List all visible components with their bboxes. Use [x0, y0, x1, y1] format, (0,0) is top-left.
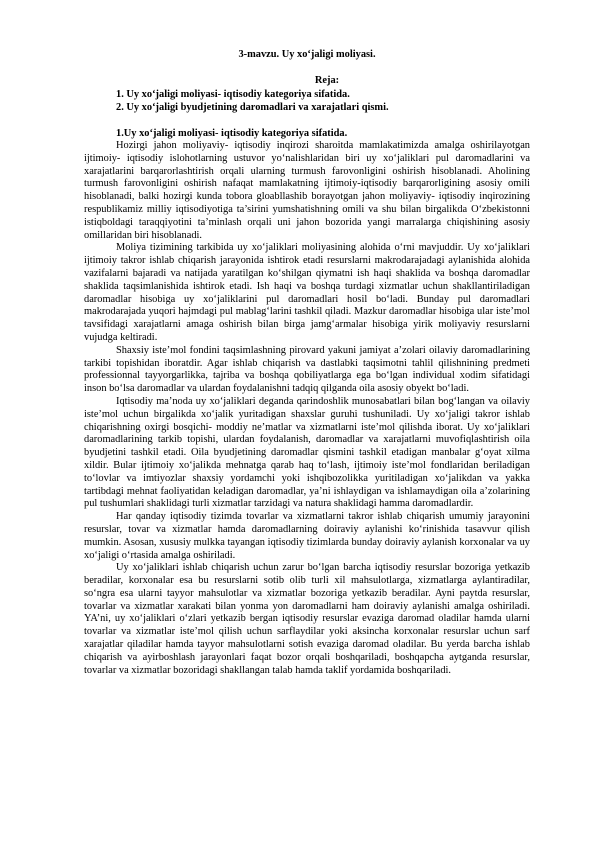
paragraph: Har qanday iqtisodiy tizimda tovarlar va xizmatlarni takror ishlab chiqarish umumiy jarayonini resurslar, tovar va xizmatlar hamda daromadlarning doiraviy aylanishi ko‘rinishida tasavvur qilish mumkin. Asosan, xususiy mulkka tayangan iqtisodiy tizimlarda bunday doiraviy aylanish korxonalar va uy xo‘jaligi o‘rtasida amalga oshiriladi. [84, 511, 530, 561]
paragraph: Shaxsiy iste’mol fondini taqsimlashning pirovard yakuni jamiyat a’zolari oilaviy daromadlarining tarkibi topishidan iboratdir. Agar ishlab chiqarish va dastlabki taqsimotni tahlil qilishnining predmeti professionnal tayyorgarlikka, tajriba va boshqa qobiliyatlarga ega bo‘lgan individual xodim sifatidagi inson bo‘lsa daromadlar va ulardan foydalanishni tadqiq qilganda oila asosiy obyekt bo‘ladi. [84, 344, 530, 395]
document-title: 3-mavzu. Uy xo‘jaligi moliyasi. [238, 49, 376, 60]
plan-item: 1. Uy xo‘jaligi moliyasi- iqtisodiy kategoriya sifatida. [116, 89, 350, 100]
paragraph: Hozirgi jahon moliyaviy- iqtisodiy inqirozi sharoitda mamlakatimizda amalga oshirilayotgan ijtimoiy- iqtisodiy islohotlarning ustuvor yo‘nalishlaridan biri uy xo‘jaliklari pul daromadlarini va xarajatlarini barqarorlashtirish orqali ularning turmush farovonligini oshirish hisoblanadi. Aholining turmush farovonligini oshirish nafaqat mamlakatning ijtimoiy-iqtisodiy barqarorligining asosiy omili hisoblanadi, balki hozirgi kunda tobora gloabllashib borayotgan jahon moliyaviy- iqtisodiy inqirozining respublikamiz milliy iqtisodiyotiga ta’sirini yumshatishning omili va shu bilan birgalikda O‘zbekistonni istiqboldagi taraqqiyotini ta’minlash orqali uni jahon bozorida yangi marralarga chiqishining asosiy omillaridan biri hisoblanadi. [84, 140, 530, 241]
plan-list [84, 88, 530, 114]
paragraph: Moliya tizimining tarkibida uy xo‘jaliklari moliyasining alohida o‘rni mavjuddir. Uy xo‘jaliklari ijtimoiy takror ishlab chiqarish jarayonida ishtirok etadi resurslarni makrodarajadagi aylanishida alohida vazifalarni bajaradi va natijada yaratilgan ko‘shilgan qiymatni ish haqi shaklida va boshqa daromadlar shaklida taqsimlanishida ishtirok etadi. Ish haqi va boshqa turdagi xizmatlar uchun shakllantiriladigan daromadlar hisobiga uy xo‘jaliklarini pul daromadlari hosil bo‘ladi. Bunday pul daromadlari makrodarajada yuqori hajmdagi pul mablag‘larini tashkil qiladi. Mazkur daromadlar hisobiga ular iste’mol tavsifidagi xarajatlarni amaga oshirish bilan birga jamg‘armalar hisobiga yirik moliyaviy resurslarni vujudga keltiradi. [84, 242, 530, 343]
paragraph: Uy xo‘jaliklari ishlab chiqarish uchun zarur bo‘lgan barcha iqtisodiy resurslar bozoriga yetkazib beradilar, korxonalar esa bu resurslarni sotib olib turli xil mahsulotlarga, xizmatlarga aylantiradilar, so‘ngra esa ularni tayyor mahsulotlar va xizmatlar bozoriga yetkazib beradilar. Ayni paytda resurslar, tovarlar va xizmatlar xarakati bilan yonma yon daromadlarni ham doiraviy aylanishi amalga oshiriladi. YA’ni, uy xo‘jaliklari o‘zlari yetkazib bergan iqtisodiy resurslar evaziga daromad oladilar hamda ularni tovarlar va xizmatlar iste’mol qilish uchun sarflaydilar yoki aksincha korxonalar resurslar uchun sarf xarajatlar qiladilar hamda tayyor mahsulotlarni sotish evaziga daromad oladilar. Bu yerda barcha ishlab chiqarish va ayirboshlash jarayonlari faqat bozor orqali boshqariladi, boshqapcha aytganda resurslar, tovarlar va xizmatlar bozoridagi shakllangan talab hamda taklif yordamida boshqariladi. [84, 562, 530, 676]
paragraph: Iqtisodiy ma’noda uy xo‘jaliklari deganda qarindoshlik munosabatlari bilan bog‘langan va oilaviy iste’mol uchun birgalikda xo‘jalik yuritadigan shaxslar guruhi tushuniladi. Uy xo‘jaligi takror ishlab chiqarishning oxirgi bosqichi- moddiy ne’matlar va xizmatlarni iste’mol qilishda iborat. Uy xo‘jaliklari daromadlarining tarkib topishi, ulardan foydalanish, daromadlar va xarajatlarni muvofiqlashtirish oila byudjetini tashkil etadi. Oila byudjetining daromadlar qismini tashkil etadigan manbalar g‘oyat xilma xildir. Bular ijtimoiy xo‘jalikda mehnatga qarab haq to‘lash, ijtimoiy iste’mol fondlaridan beriladigan to‘lovlar va imtiyozlar shaxsiy yordamchi yoki ishqibozolikka yuritiladigan xo‘jalikdan va yakka tartibdagi mehnat faoliyatidan keladigan daromadlar, ya’ni ishlaydigan va ishlamaydigan oila a’zolarining pul tushumlari shaklidagi turli xizmatlar tarzidagi va natura shaklidagi hamma daromadlardir. [84, 395, 530, 510]
plan-title: Reja: [314, 75, 340, 86]
section-heading: 1.Uy xo‘jaligi moliyasi- iqtisodiy kategoriya sifatida. [116, 128, 348, 139]
plan-item: 2. Uy xo‘jaligi byudjetining daromadlari va xarajatlari qismi. [116, 102, 389, 113]
